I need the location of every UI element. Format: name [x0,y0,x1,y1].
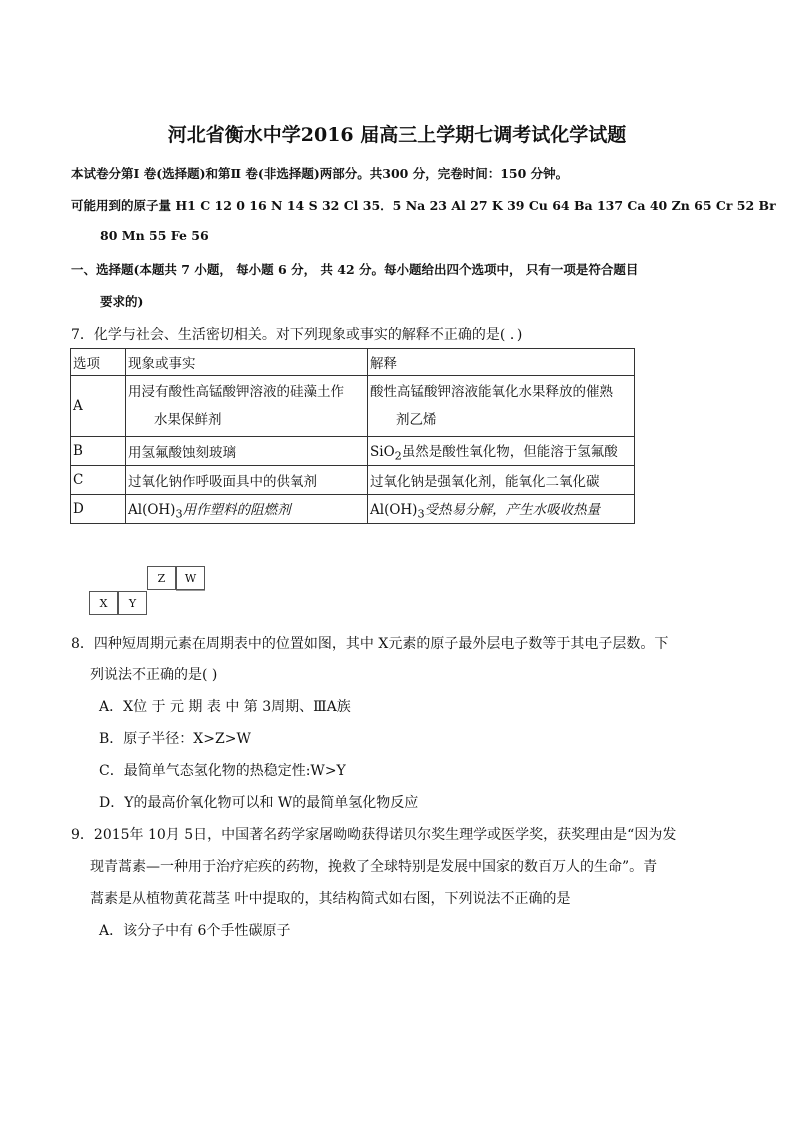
q7-table [70,348,635,524]
q7-fact-b: 用氢氟酸蚀刻玻璃 [126,437,368,466]
q8-stem-line-1: 8．四种短周期元素在周期表中的位置如图，其中 X元素的原子最外层电子数等于其电子层数。下 [71,636,669,652]
q7-fact-a-line-2: 水果保鲜剂 [154,412,222,428]
q8-stem-line-2: 列说法不正确的是( ) [90,667,218,683]
page-title: 河北省衡水中学2016 届高三上学期七调考试化学试题 [167,124,627,146]
q7-fact-d [126,495,368,524]
q7-explanation-b-text: 虽然是酸性氧化物，但能溶于氢氟酸 [401,443,618,460]
section-1-heading-line-2: 要求的) [100,294,144,309]
aloh3-subscript-2: 3 [417,507,425,521]
q8-option-b: B．原子半径：X>Z>W [99,731,251,747]
q7-fact-d-text: 用作塑料的阻燃剂 [182,501,291,518]
q7-fact-c: 过氧化钠作呼吸面具中的供氧剂 [126,466,368,495]
sio2-formula: SiO [370,443,395,460]
q9-stem-line-2: 现青蒿素—一种用于治疗疟疾的药物，挽救了全球特别是发展中国家的数百万人的生命”。青 [90,859,658,875]
q7-header-fact: 现象或事实 [126,349,368,376]
atomic-mass-line-2: 80 Mn 55 Fe 56 [100,228,209,243]
q7-explanation-a-line-2: 剂乙烯 [396,412,437,428]
q7-stem: 7．化学与社会、生活密切相关。对下列现象或事实的解释不正确的是( ．) [71,327,523,343]
aloh3-subscript: 3 [175,507,183,521]
element-w-cell: W [176,566,205,590]
q8-option-c: C．最简单气态氢化物的热稳定性:W>Y [99,763,346,779]
q7-option-a: A [71,376,126,437]
q7-option-c: C [71,466,126,495]
q7-explanation-a-line-1: 酸性高锰酸钾溶液能氧化水果释放的催熟 [370,384,613,400]
section-1-heading-line-1: 一、选择题(本题共 7 小题， 每小题 6 分， 共 42 分。每小题给出四个选项中， 只有一项是符合题目 [71,262,639,277]
q7-explanation-d-text: 受热易分解，产生水吸收热量 [424,501,601,518]
q7-explanation-d [368,495,635,524]
q7-option-d: D [71,495,126,524]
figure-divider [176,590,205,591]
element-x-cell: X [89,591,118,615]
q7-row-c [71,466,635,495]
aloh3-formula-2: Al(OH) [370,501,418,518]
element-y-cell: Y [118,591,147,615]
q7-fact-a [126,376,368,437]
element-z-cell: Z [147,566,176,590]
q7-option-b: B [71,437,126,466]
q8-option-a: A．X位 于 元 期 表 中 第 3周期、ⅢA族 [99,699,351,715]
q7-table-header [71,349,635,376]
q7-explanation-c: 过氧化钠是强氧化剂，能氧化二氧化碳 [368,466,635,495]
q7-row-b [71,437,635,466]
q7-fact-a-line-1: 用浸有酸性高锰酸钾溶液的硅藻土作 [128,384,344,400]
q7-header-explanation: 解释 [368,349,635,376]
aloh3-formula: Al(OH) [128,501,176,518]
exam-intro: 本试卷分第Ⅰ 卷(选择题)和第Ⅱ 卷(非选择题)两部分。共300 分，完卷时间：150 分钟。 [71,166,569,181]
q9-stem-line-3: 蒿素是从植物黄花蒿茎 叶中提取的，其结构简式如右图，下列说法不正确的是 [90,891,571,907]
q9-option-a: A．该分子中有 6个手性碳原子 [99,923,291,939]
sio2-subscript: 2 [394,449,402,463]
q9-stem-line-1: 9．2015年 10月 5日，中国著名药学家屠呦呦获得诺贝尔奖生理学或医学奖，获奖理由是“因为发 [71,827,677,843]
atomic-mass-line-1: 可能用到的原子量 H1 C 12 0 16 N 14 S 32 Cl 35．5 Na 23 Al 27 K 39 Cu 64 Ba 137 Ca 40 Zn 65 Cr 52 Br [71,198,776,213]
q7-row-d [71,495,635,524]
q7-header-option: 选项 [71,349,126,376]
q7-row-a [71,376,635,437]
q8-option-d: D．Y的最高价氧化物可以和 W的最简单氢化物反应 [99,795,419,811]
q7-explanation-b [368,437,635,466]
q7-explanation-a [368,376,635,437]
